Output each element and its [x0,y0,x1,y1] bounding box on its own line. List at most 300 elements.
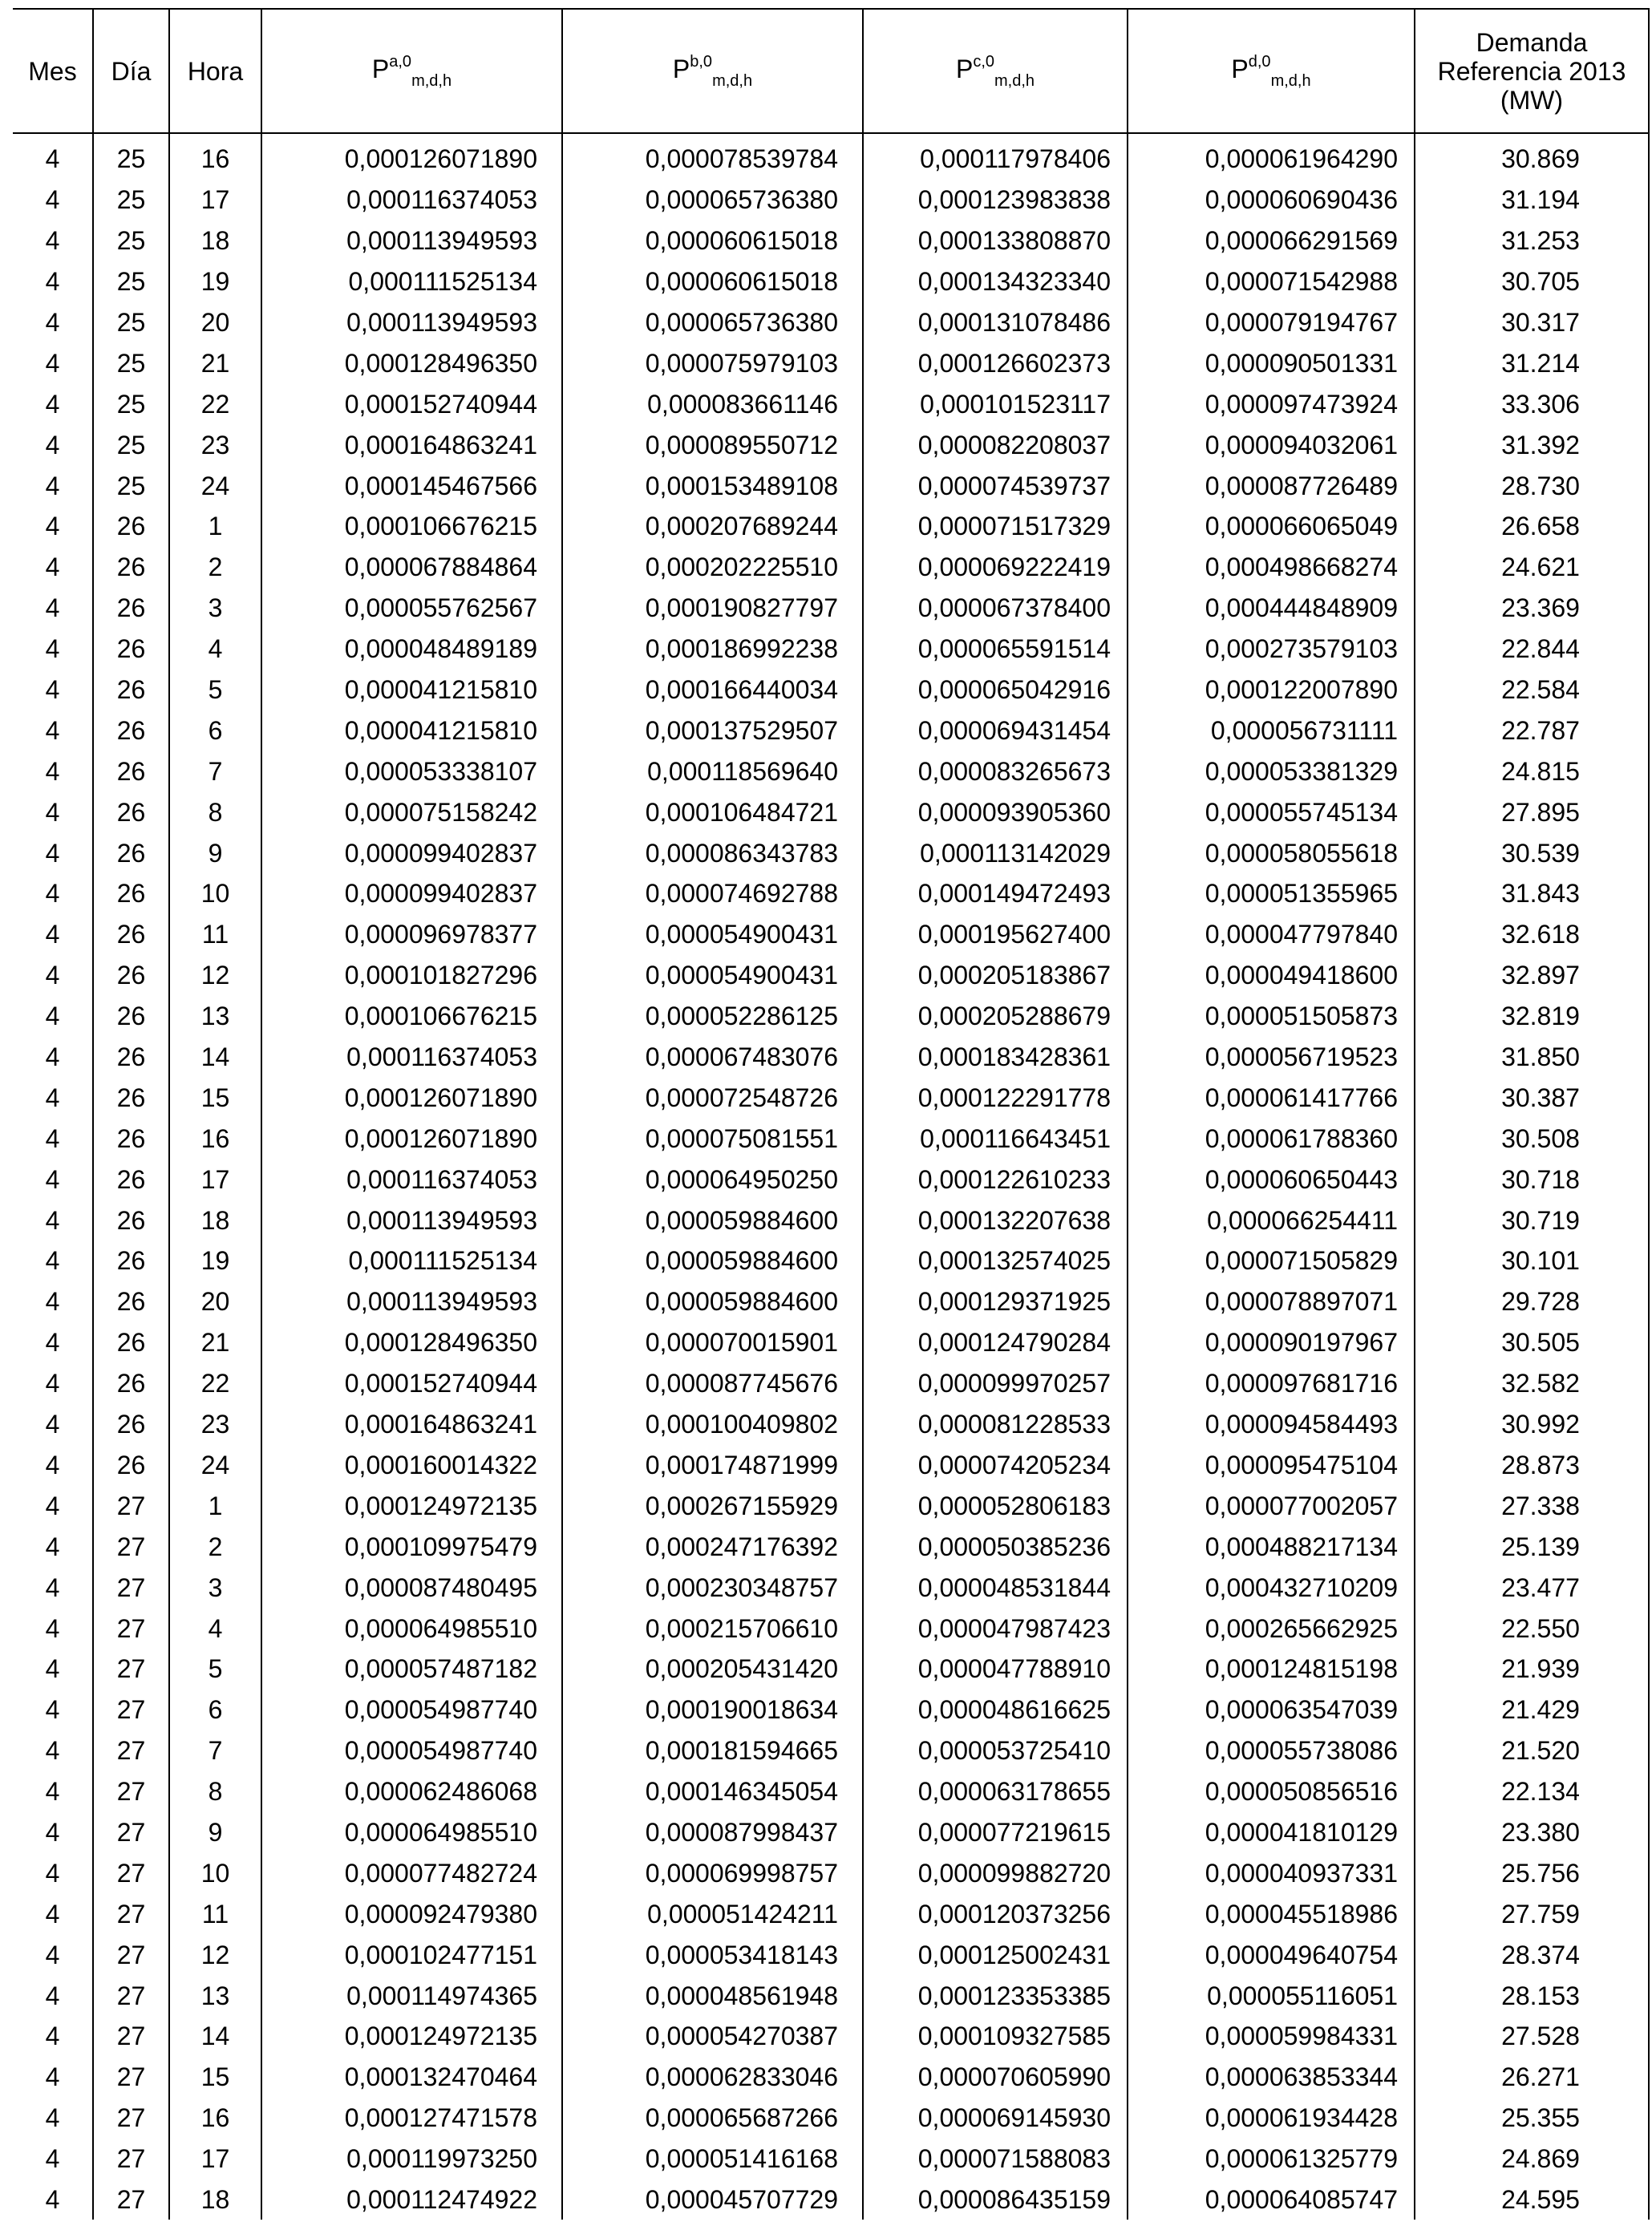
header-pb [562,9,863,133]
cell-pa: 0,000124972135 [261,2016,562,2057]
cell-mes: 4 [45,1328,60,1358]
cell-pd: 0,000094584493 [1128,1404,1415,1445]
cell-pb: 0,000059884600 [562,1281,863,1322]
cell-pb: 0,000100409802 [562,1404,863,1445]
cell-pa: 0,000087480495 [261,1567,562,1608]
cell-pb: 0,000089550712 [562,424,863,465]
cell-pb: 0,000190827797 [562,588,863,629]
cell-pb: 0,000064950250 [562,1159,863,1200]
cell-mes: 4 [45,389,60,419]
cell-pb: 0,000074692788 [562,873,863,914]
cell-dia: 26 [93,873,169,914]
table-row [13,1771,1649,1812]
cell-dia: 26 [93,1077,169,1118]
table-row [13,1526,1649,1567]
cell-hora: 24 [169,1445,261,1486]
cell-pa: 0,000119973250 [261,2139,562,2179]
cell-hora: 4 [169,1608,261,1649]
cell-mes: 4 [45,226,60,256]
cell-dia: 27 [93,2139,169,2179]
cell-pb: 0,000070015901 [562,1322,863,1363]
cell-pb: 0,000060615018 [562,221,863,261]
cell-pc: 0,000050385236 [863,1526,1128,1567]
cell-pa: 0,000116374053 [261,180,562,221]
table-row [13,588,1649,629]
cell-mes: 4 [45,1899,60,1929]
cell-demanda: 31.194 [1415,180,1649,221]
cell-pa: 0,000062486068 [261,1771,562,1812]
cell-hora: 2 [169,547,261,588]
cell-dia: 25 [93,342,169,383]
cell-pd: 0,000097473924 [1128,383,1415,424]
cell-pc: 0,000205288679 [863,996,1128,1037]
cell-pc: 0,000099970257 [863,1363,1128,1404]
cell-pc: 0,000071588083 [863,2139,1128,2179]
cell-dia: 26 [93,629,169,670]
cell-pd: 0,000061934428 [1128,2098,1415,2139]
cell-demanda: 27.895 [1415,791,1649,832]
cell-hora: 3 [169,1567,261,1608]
cell-mes: 4 [45,879,60,909]
header-pc-sub: m,d,h [994,72,1035,90]
cell-pa: 0,000048489189 [261,629,562,670]
table-row [13,1159,1649,1200]
cell-pb: 0,000086343783 [562,832,863,873]
table-row [13,710,1649,751]
cell-pa: 0,000075158242 [261,791,562,832]
cell-pc: 0,000120373256 [863,1893,1128,1934]
cell-pa: 0,000102477151 [261,1934,562,1975]
cell-mes: 4 [45,1777,60,1807]
cell-dia: 26 [93,1322,169,1363]
cell-pb: 0,000247176392 [562,1526,863,1567]
cell-pa: 0,000116374053 [261,1037,562,1078]
table-row [13,1281,1649,1322]
cell-pb: 0,000215706610 [562,1608,863,1649]
header-pc-sup: c,0 [973,53,994,71]
cell-demanda: 28.730 [1415,465,1649,506]
cell-demanda: 23.369 [1415,588,1649,629]
cell-pd: 0,000045518986 [1128,1893,1415,1934]
cell-demanda: 30.719 [1415,1200,1649,1240]
cell-pc: 0,000132574025 [863,1240,1128,1281]
cell-dia: 27 [93,1485,169,1526]
cell-dia: 26 [93,832,169,873]
cell-pb: 0,000045707729 [562,2179,863,2220]
cell-mes: 4 [45,634,60,664]
cell-pc: 0,000101523117 [863,383,1128,424]
cell-pc: 0,000070605990 [863,2057,1128,2098]
cell-dia: 25 [93,221,169,261]
cell-hora: 8 [169,1771,261,1812]
cell-pc: 0,000195627400 [863,914,1128,955]
header-demanda-line1: Demanda [1476,27,1588,57]
table-row [13,2016,1649,2057]
cell-pa: 0,000113949593 [261,1281,562,1322]
cell-hora: 1 [169,506,261,547]
cell-mes: 4 [45,920,60,949]
header-pd [1128,9,1415,133]
cell-pb: 0,000048561948 [562,1975,863,2016]
cell-pd: 0,000041810129 [1128,1812,1415,1853]
cell-hora: 10 [169,873,261,914]
table-row [13,873,1649,914]
cell-pc: 0,000124790284 [863,1322,1128,1363]
cell-pa: 0,000128496350 [261,342,562,383]
header-pc-main: P [955,55,974,83]
cell-hora: 12 [169,955,261,996]
cell-pb: 0,000087998437 [562,1812,863,1853]
cell-dia: 26 [93,1363,169,1404]
cell-pd: 0,000090501331 [1128,342,1415,383]
cell-demanda: 24.621 [1415,547,1649,588]
cell-pc: 0,000047987423 [863,1608,1128,1649]
cell-hora: 7 [169,1730,261,1771]
cell-hora: 12 [169,1934,261,1975]
cell-mes: 4 [45,552,60,582]
header-demanda-line3: (MW) [1500,85,1564,115]
cell-mes: 4 [45,1287,60,1317]
cell-mes: 4 [45,1369,60,1398]
cell-pd: 0,000061788360 [1128,1118,1415,1159]
cell-pa: 0,000126071890 [261,133,562,180]
cell-pd: 0,000059984331 [1128,2016,1415,2057]
cell-pb: 0,000087745676 [562,1363,863,1404]
cell-demanda: 21.939 [1415,1649,1649,1690]
table-row [13,1363,1649,1404]
table-row [13,1649,1649,1690]
cell-pb: 0,000137529507 [562,710,863,751]
cell-pc: 0,000123983838 [863,180,1128,221]
table-row [13,791,1649,832]
cell-pd: 0,000049418600 [1128,955,1415,996]
cell-pa: 0,000092479380 [261,1893,562,1934]
cell-mes: 4 [45,797,60,827]
cell-dia: 25 [93,465,169,506]
cell-pb: 0,000067483076 [562,1037,863,1078]
cell-pd: 0,000066291569 [1128,221,1415,261]
cell-dia: 26 [93,588,169,629]
cell-pc: 0,000077219615 [863,1812,1128,1853]
cell-demanda: 32.819 [1415,996,1649,1037]
cell-mes: 4 [45,675,60,705]
cell-pc: 0,000125002431 [863,1934,1128,1975]
cell-dia: 25 [93,180,169,221]
cell-pd: 0,000061964290 [1128,133,1415,180]
cell-demanda: 25.756 [1415,1852,1649,1893]
cell-hora: 16 [169,2098,261,2139]
cell-demanda: 30.317 [1415,302,1649,343]
cell-pd: 0,000060650443 [1128,1159,1415,1200]
cell-pc: 0,000069431454 [863,710,1128,751]
cell-pd: 0,000040937331 [1128,1852,1415,1893]
table-row [13,547,1649,588]
cell-hora: 9 [169,832,261,873]
cell-hora: 14 [169,1037,261,1078]
cell-pc: 0,000149472493 [863,873,1128,914]
cell-pb: 0,000207689244 [562,506,863,547]
cell-pa: 0,000111525134 [261,1240,562,1281]
cell-dia: 26 [93,1281,169,1322]
cell-pb: 0,000106484721 [562,791,863,832]
table-row [13,955,1649,996]
cell-pc: 0,000123353385 [863,1975,1128,2016]
cell-pd: 0,000056731111 [1128,710,1415,751]
cell-pd: 0,000060690436 [1128,180,1415,221]
cell-pa: 0,000160014322 [261,1445,562,1486]
cell-pd: 0,000273579103 [1128,629,1415,670]
cell-demanda: 30.387 [1415,1077,1649,1118]
cell-pd: 0,000124815198 [1128,1649,1415,1690]
cell-pc: 0,000069222419 [863,547,1128,588]
cell-pc: 0,000081228533 [863,1404,1128,1445]
table-row [13,2179,1649,2220]
table-row [13,1852,1649,1893]
header-pb-sup: b,0 [690,53,713,71]
cell-dia: 26 [93,1159,169,1200]
cell-demanda: 30.718 [1415,1159,1649,1200]
cell-mes: 4 [45,1654,60,1684]
cell-pa: 0,000101827296 [261,955,562,996]
cell-pc: 0,000069145930 [863,2098,1128,2139]
cell-pa: 0,000099402837 [261,832,562,873]
cell-mes: 4 [45,1491,60,1520]
cell-hora: 4 [169,629,261,670]
cell-demanda: 26.271 [1415,2057,1649,2098]
cell-hora: 6 [169,1690,261,1730]
cell-pc: 0,000132207638 [863,1200,1128,1240]
cell-mes: 4 [45,2184,60,2214]
cell-demanda: 30.705 [1415,261,1649,302]
table-row [13,465,1649,506]
cell-pa: 0,000055762567 [261,588,562,629]
cell-dia: 27 [93,1526,169,1567]
cell-hora: 13 [169,996,261,1037]
table-row [13,424,1649,465]
cell-pa: 0,000124972135 [261,1485,562,1526]
cell-mes: 4 [45,1410,60,1439]
cell-hora: 23 [169,424,261,465]
table-row [13,1037,1649,1078]
cell-pa: 0,000116374053 [261,1159,562,1200]
cell-pd: 0,000063547039 [1128,1690,1415,1730]
cell-mes: 4 [45,593,60,623]
cell-mes: 4 [45,1083,60,1112]
cell-pa: 0,000164863241 [261,424,562,465]
cell-pd: 0,000066254411 [1128,1200,1415,1240]
header-demanda [1415,9,1649,133]
header-demanda-line2: Referencia 2013 [1437,56,1626,86]
cell-hora: 17 [169,1159,261,1200]
cell-demanda: 24.595 [1415,2179,1649,2220]
table-row [13,506,1649,547]
cell-pc: 0,000099882720 [863,1852,1128,1893]
table-row [13,1485,1649,1526]
cell-pc: 0,000074539737 [863,465,1128,506]
cell-pd: 0,000090197967 [1128,1322,1415,1363]
cell-demanda: 30.508 [1415,1118,1649,1159]
table-row [13,1118,1649,1159]
cell-pd: 0,000049640754 [1128,1934,1415,1975]
cell-hora: 15 [169,2057,261,2098]
cell-pd: 0,000050856516 [1128,1771,1415,1812]
cell-pc: 0,000052806183 [863,1485,1128,1526]
cell-pa: 0,000111525134 [261,261,562,302]
cell-demanda: 27.338 [1415,1485,1649,1526]
cell-pa: 0,000054987740 [261,1730,562,1771]
cell-pa: 0,000126071890 [261,1077,562,1118]
table-row [13,180,1649,221]
cell-mes: 4 [45,715,60,745]
cell-pd: 0,000051505873 [1128,996,1415,1037]
cell-pd: 0,000055116051 [1128,1975,1415,2016]
cell-dia: 26 [93,751,169,791]
cell-pb: 0,000065736380 [562,302,863,343]
cell-dia: 27 [93,2098,169,2139]
cell-demanda: 22.787 [1415,710,1649,751]
cell-dia: 25 [93,133,169,180]
cell-pd: 0,000095475104 [1128,1445,1415,1486]
cell-demanda: 21.429 [1415,1690,1649,1730]
table-row [13,1934,1649,1975]
cell-mes: 4 [45,1123,60,1153]
cell-demanda: 30.992 [1415,1404,1649,1445]
cell-pc: 0,000109327585 [863,2016,1128,2057]
cell-dia: 27 [93,1975,169,2016]
cell-hora: 18 [169,2179,261,2220]
cell-mes: 4 [45,1858,60,1888]
cell-pa: 0,000041215810 [261,710,562,751]
cell-pa: 0,000109975479 [261,1526,562,1567]
cell-pc: 0,000071517329 [863,506,1128,547]
cell-mes: 4 [45,348,60,378]
cell-demanda: 30.505 [1415,1322,1649,1363]
cell-demanda: 21.520 [1415,1730,1649,1771]
cell-pb: 0,000174871999 [562,1445,863,1486]
cell-hora: 23 [169,1404,261,1445]
cell-mes: 4 [45,185,60,215]
cell-dia: 27 [93,1690,169,1730]
cell-pb: 0,000202225510 [562,547,863,588]
cell-demanda: 27.759 [1415,1893,1649,1934]
cell-pa: 0,000127471578 [261,2098,562,2139]
cell-hora: 17 [169,2139,261,2179]
cell-pb: 0,000065687266 [562,2098,863,2139]
cell-demanda: 25.355 [1415,2098,1649,2139]
cell-pa: 0,000132470464 [261,2057,562,2098]
cell-pd: 0,000061325779 [1128,2139,1415,2179]
cell-demanda: 23.477 [1415,1567,1649,1608]
cell-hora: 7 [169,751,261,791]
cell-dia: 26 [93,506,169,547]
cell-mes: 4 [45,1940,60,1969]
cell-pa: 0,000126071890 [261,1118,562,1159]
cell-dia: 27 [93,1852,169,1893]
cell-dia: 26 [93,547,169,588]
cell-hora: 22 [169,1363,261,1404]
cell-dia: 27 [93,1934,169,1975]
cell-dia: 25 [93,261,169,302]
cell-demanda: 30.539 [1415,832,1649,873]
cell-pa: 0,000106676215 [261,506,562,547]
cell-pd: 0,000051355965 [1128,873,1415,914]
cell-demanda: 32.897 [1415,955,1649,996]
cell-pc: 0,000117978406 [863,133,1128,180]
cell-mes: 4 [45,1246,60,1276]
cell-pc: 0,000126602373 [863,342,1128,383]
cell-pb: 0,000060615018 [562,261,863,302]
header-hora: Hora [169,9,261,133]
table-row [13,1322,1649,1363]
cell-mes: 4 [45,2144,60,2174]
cell-demanda: 24.815 [1415,751,1649,791]
header-pa [261,9,562,133]
cell-pd: 0,000087726489 [1128,465,1415,506]
cell-demanda: 28.873 [1415,1445,1649,1486]
cell-pd: 0,000064085747 [1128,2179,1415,2220]
header-pb-sub: m,d,h [712,72,753,90]
cell-mes: 4 [45,1002,60,1031]
cell-demanda: 24.869 [1415,2139,1649,2179]
cell-pa: 0,000041215810 [261,670,562,710]
cell-mes: 4 [45,308,60,337]
cell-pb: 0,000153489108 [562,465,863,506]
cell-hora: 20 [169,1281,261,1322]
cell-mes: 4 [45,471,60,500]
cell-pd: 0,000055745134 [1128,791,1415,832]
cell-demanda: 31.214 [1415,342,1649,383]
cell-mes: 4 [45,144,60,174]
cell-hora: 13 [169,1975,261,2016]
table-row [13,2098,1649,2139]
cell-pb: 0,000078539784 [562,133,863,180]
cell-pd: 0,000079194767 [1128,302,1415,343]
cell-pb: 0,000075081551 [562,1118,863,1159]
cell-dia: 26 [93,670,169,710]
cell-dia: 25 [93,424,169,465]
cell-dia: 27 [93,1730,169,1771]
table-row [13,1200,1649,1240]
cell-pa: 0,000096978377 [261,914,562,955]
table-row [13,1812,1649,1853]
table-row [13,2057,1649,2098]
table-row [13,832,1649,873]
cell-dia: 27 [93,1812,169,1853]
table-row [13,2139,1649,2179]
table-row [13,383,1649,424]
cell-hora: 24 [169,465,261,506]
data-table-container [13,8,1649,2220]
cell-hora: 14 [169,2016,261,2057]
cell-pc: 0,000093905360 [863,791,1128,832]
cell-pd: 0,000078897071 [1128,1281,1415,1322]
table-row [13,1445,1649,1486]
cell-demanda: 30.101 [1415,1240,1649,1281]
cell-mes: 4 [45,2103,60,2133]
cell-dia: 26 [93,1445,169,1486]
cell-pb: 0,000051416168 [562,2139,863,2179]
cell-pc: 0,000183428361 [863,1037,1128,1078]
data-table [13,8,1650,2220]
cell-demanda: 22.584 [1415,670,1649,710]
cell-pb: 0,000205431420 [562,1649,863,1690]
cell-pb: 0,000054900431 [562,955,863,996]
cell-pc: 0,000063178655 [863,1771,1128,1812]
cell-demanda: 28.153 [1415,1975,1649,2016]
cell-dia: 26 [93,1404,169,1445]
cell-pc: 0,000067378400 [863,588,1128,629]
cell-demanda: 22.550 [1415,1608,1649,1649]
